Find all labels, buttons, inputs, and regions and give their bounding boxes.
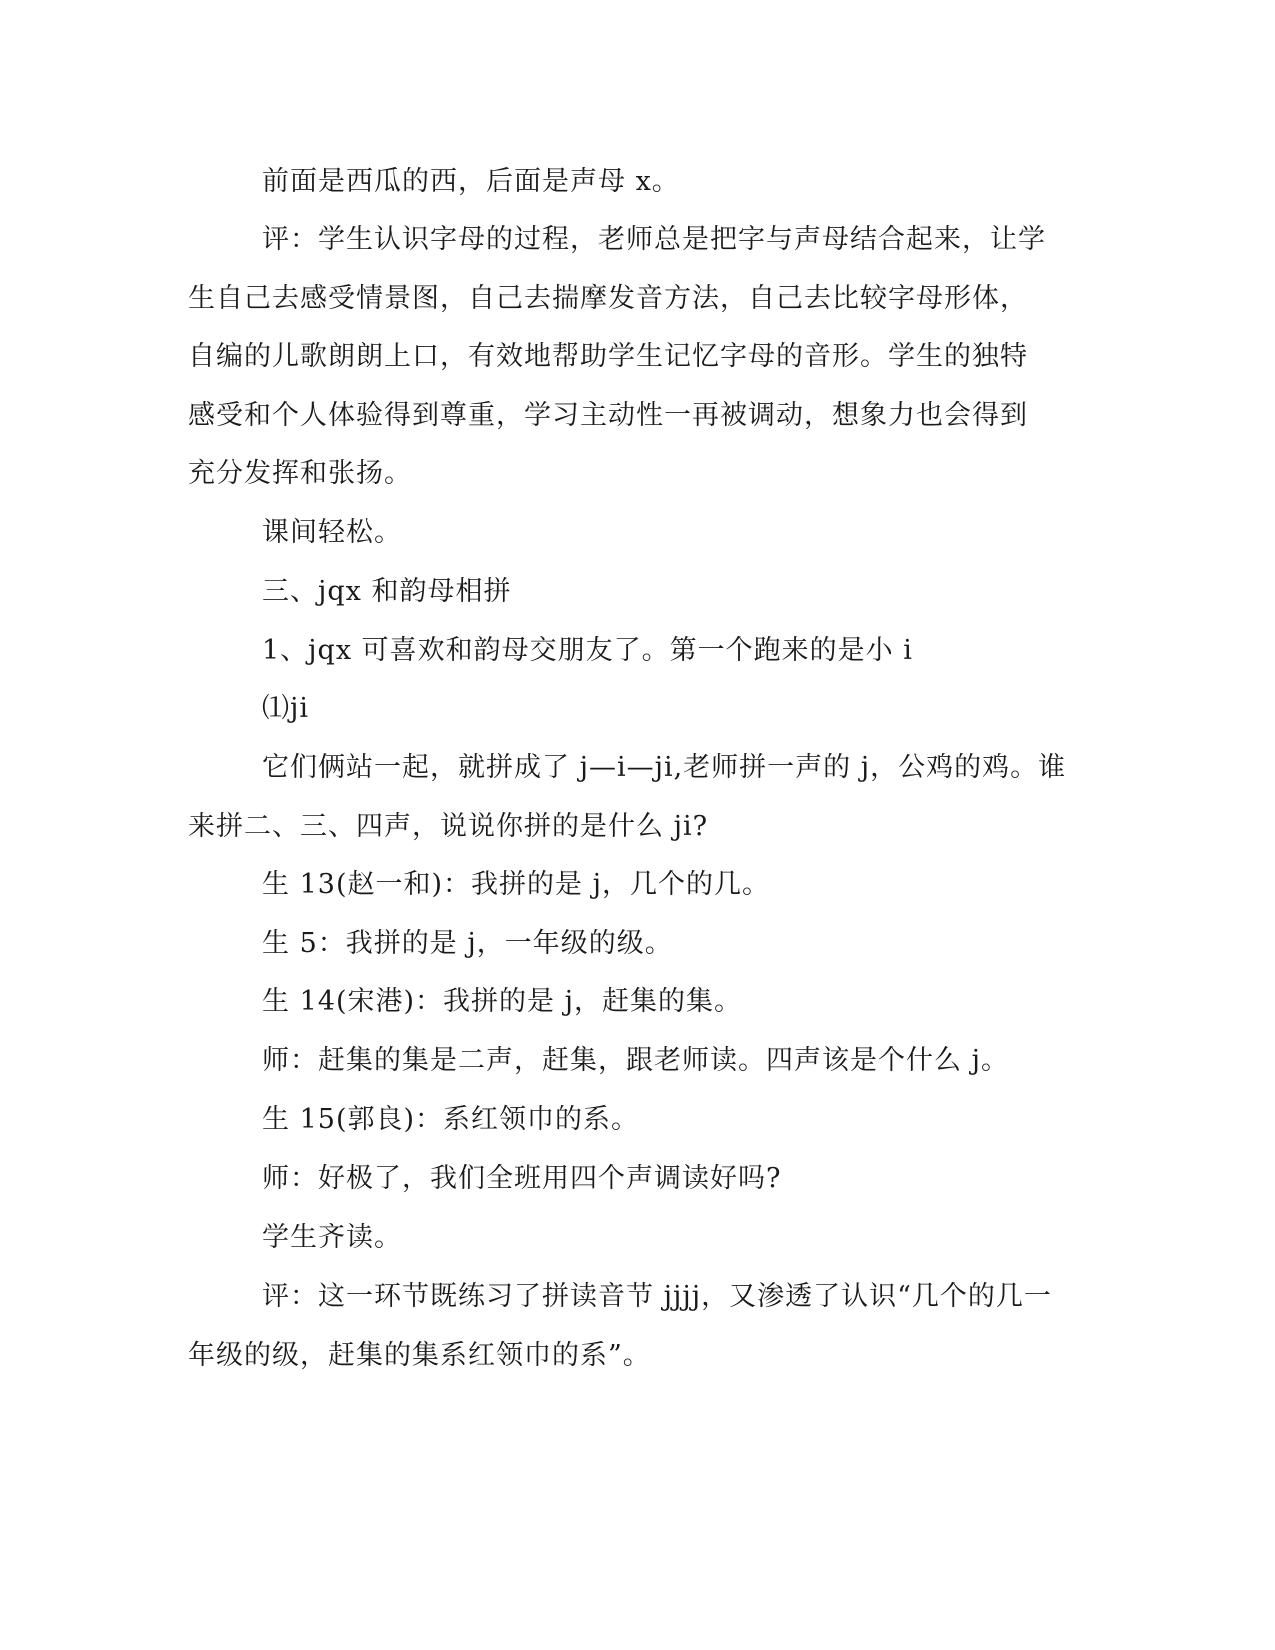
paragraph-line: 前面是西瓜的西，后面是声母 x。 bbox=[262, 166, 680, 197]
paragraph-line: 生自己去感受情景图，自己去揣摩发音方法，自己去比较字母形体， bbox=[188, 283, 1028, 314]
paragraph-line: 生 15(郭良)：系红领巾的系。 bbox=[262, 1104, 640, 1135]
paragraph-line: 课间轻松。 bbox=[262, 517, 402, 548]
paragraph-line: 生 5：我拼的是 j，一年级的级。 bbox=[262, 928, 673, 959]
paragraph-line: 来拼二、三、四声，说说你拼的是什么 ji? bbox=[188, 811, 709, 842]
subsection-label: ⑴ji bbox=[262, 693, 310, 724]
paragraph-line: 生 14(宋港)：我拼的是 j，赶集的集。 bbox=[262, 986, 742, 1017]
paragraph-line: 师：好极了，我们全班用四个声调读好吗? bbox=[262, 1163, 782, 1194]
paragraph-line: 1、jqx 可喜欢和韵母交朋友了。第一个跑来的是小 i bbox=[262, 635, 913, 666]
paragraph-line: 感受和个人体验得到尊重，学习主动性一再被调动，想象力也会得到 bbox=[188, 400, 1028, 431]
paragraph-line: 生 13(赵一和)：我拼的是 j，几个的几。 bbox=[262, 869, 770, 900]
paragraph-line: 师：赶集的集是二声，赶集，跟老师读。四声该是个什么 j。 bbox=[262, 1045, 1009, 1076]
paragraph-line: 自编的儿歌朗朗上口，有效地帮助学生记忆字母的音形。学生的独特 bbox=[188, 341, 1028, 372]
paragraph-line: 学生齐读。 bbox=[262, 1222, 402, 1253]
paragraph-line: 充分发挥和张扬。 bbox=[188, 458, 412, 489]
paragraph-line: 它们俩站一起，就拼成了 j—i—ji,老师拼一声的 j，公鸡的鸡。谁 bbox=[262, 752, 1067, 783]
paragraph-line: 评：这一环节既练习了拼读音节 jjjj，又渗透了认识“几个的几一 bbox=[262, 1281, 1052, 1312]
section-heading: 三、jqx 和韵母相拼 bbox=[262, 576, 512, 607]
paragraph-line: 年级的级，赶集的集系红领巾的系”。 bbox=[188, 1340, 651, 1371]
paragraph-line: 评：学生认识字母的过程，老师总是把字与声母结合起来，让学 bbox=[262, 224, 1046, 255]
